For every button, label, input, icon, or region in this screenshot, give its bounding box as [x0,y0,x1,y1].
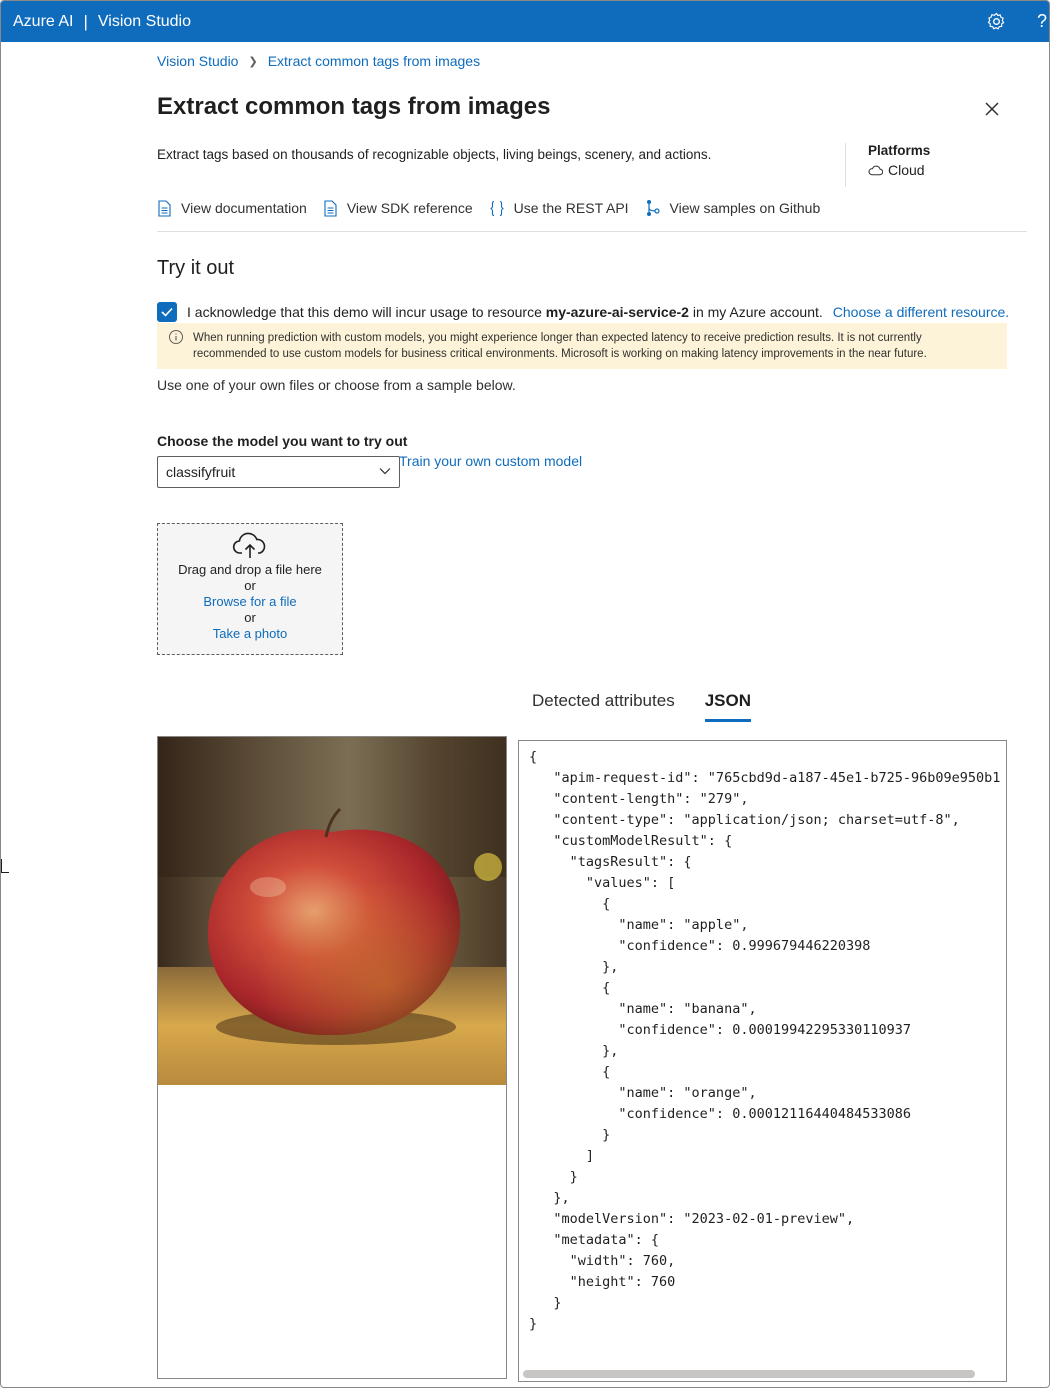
divider [157,231,1027,232]
latency-warning [157,323,1007,369]
train-custom-model-link[interactable]: Train your own custom model [399,453,583,469]
view-samples-github-link[interactable] [645,199,821,217]
braces-icon [489,200,505,217]
platforms-label: Platforms [868,143,931,158]
brand-name: Azure AI [13,12,74,30]
drag-drop-text: Drag and drop a file here [178,562,322,577]
platforms-panel [845,143,930,187]
ack-text-suffix: in my Azure account. [692,304,823,320]
page-description: Extract tags based on thousands of recognizable objects, living beings, scenery, and actions. [157,147,712,162]
horizontal-scrollbar[interactable] [523,1370,975,1378]
branch-icon [645,199,661,217]
model-selected-value: classifyfruit [166,464,236,480]
close-icon[interactable] [982,99,1002,119]
resource-name: my-azure-ai-service-2 [545,304,689,320]
model-select-label: Choose the model you want to try out [157,433,408,449]
platform-cloud: Cloud [888,162,925,178]
apple-photo [158,737,506,1085]
or-text: or [244,610,256,625]
help-icon[interactable]: ? [1037,11,1048,31]
browse-file-link[interactable]: Browse for a file [203,594,297,609]
tab-detected-attributes[interactable]: Detected attributes [532,691,675,710]
page-title: Extract common tags from images [157,93,551,120]
checkmark-icon [161,307,173,317]
choose-resource-link[interactable]: Choose a different resource. [832,304,1010,320]
view-sdk-reference-link[interactable] [323,200,473,217]
gear-icon[interactable] [987,12,1006,31]
take-photo-link[interactable]: Take a photo [212,626,288,641]
ack-text-prefix: I acknowledge that this demo will incur usage to resource [187,304,542,320]
platform-value [868,162,930,178]
window-resize-mark [1,859,9,873]
breadcrumb-current[interactable]: Extract common tags from images [267,53,481,69]
warning-line-1: When running prediction with custom models, you might experience longer than expected latency to receive prediction results. It is not currently [193,332,922,344]
use-rest-api-link[interactable] [489,200,629,217]
document-icon [323,200,338,217]
warning-line-2: recommended to use custom models for business critical environments. Microsoft is working on making latency improvements in the near future. [193,348,927,360]
document-icon [157,200,172,217]
link-label: View documentation [181,200,307,216]
info-icon [168,329,184,345]
acknowledge-row [157,302,1009,322]
view-documentation-link[interactable] [157,200,307,217]
link-label: View SDK reference [346,200,473,216]
acknowledge-checkbox[interactable] [157,302,177,322]
breadcrumb-root[interactable]: Vision Studio [157,53,239,69]
product-name: Vision Studio [97,12,192,30]
chevron-right-icon: ❯ [248,55,258,68]
model-dropdown[interactable] [157,456,400,488]
cloud-icon [868,165,883,176]
image-preview-panel [157,736,507,1379]
json-output-text: { "apim-request-id": "765cbd9d-a187-45e1-b725-96b09e950b1 "content-length": "279", "content-type": "application/json; charset=utf-8", "customModelResult": { "tagsResult": { "values": [ { "name": "apple", "confidence": 0.999679446220398 }, { "name": "banana", "confidence": 0.00019942295330110937 }, { "name": "orange", "confidence": 0.00012116440484533086 } ] } }, "modelVersion": "2023-02-01-preview", "metadata": { "width": 760, "height": 760 } } [529,749,1001,1332]
breadcrumb [157,53,480,69]
tab-json[interactable]: JSON [705,691,751,722]
chevron-down-icon [379,467,391,475]
top-bar [1,1,1050,42]
try-it-out-heading: Try it out [157,257,235,279]
link-label: View samples on Github [669,200,821,216]
use-own-files-text: Use one of your own files or choose from a sample below. [157,377,516,393]
or-text: or [244,578,256,593]
json-output-panel[interactable] [518,740,1007,1382]
brand[interactable] [13,12,191,32]
resource-links [157,199,836,217]
cloud-upload-icon [232,532,268,560]
link-label: Use the REST API [513,200,629,216]
brand-separator: | [83,11,88,31]
file-drop-zone[interactable] [157,523,343,655]
result-tabs [532,691,751,722]
